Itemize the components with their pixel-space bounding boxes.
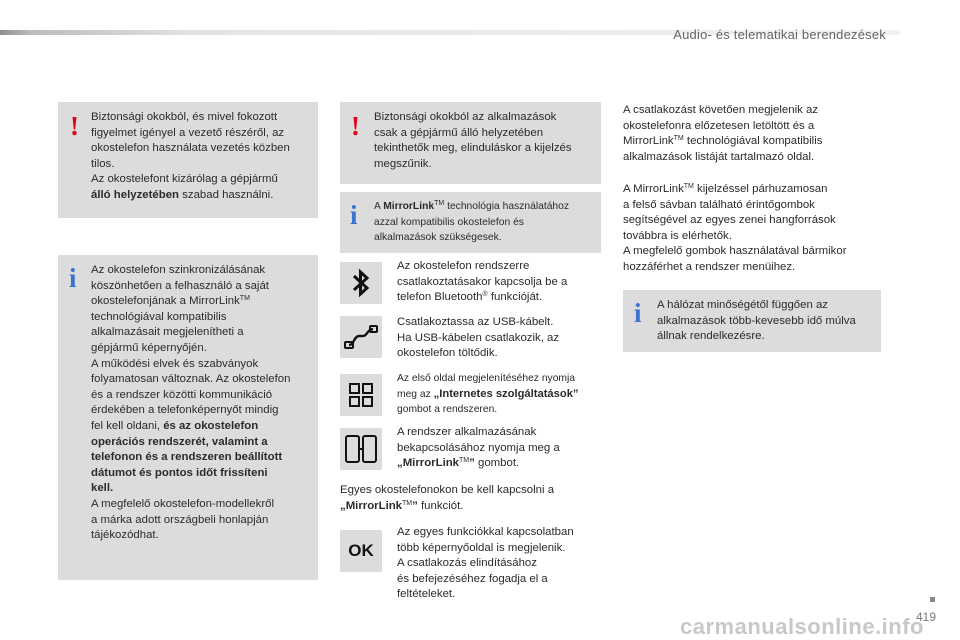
internet-services-icon xyxy=(340,374,382,416)
info-network-text: A hálózat minőségétől függően az alkalmazások több-kevesebb idő múlva állnak rendelkezésre. xyxy=(657,299,856,343)
bluetooth-icon xyxy=(340,262,382,304)
safety-warning-text: Biztonsági okokból, és mivel fokozott figyelmet igényel a vezető részéről, az okostelefon használata vezetés közben tilos. Az okostelefont kizárólag a gépjármű álló helyzetében szabad használni. xyxy=(91,111,290,201)
usb-cable-icon xyxy=(340,316,382,358)
page-number: 419 xyxy=(916,610,937,624)
info-icon: i xyxy=(69,263,77,293)
step-bluetooth-text: Az okostelefon rendszerre csatlakoztatásakor kapcsolja be a telefon Bluetooth® funkcióját. xyxy=(397,260,568,304)
page-marker xyxy=(930,597,935,602)
info-mirrorlink-text: A MirrorLink™ technológia használatához azzal kompatibilis okostelefon és alkalmazások szükségesek. xyxy=(374,200,570,243)
step-mirrorlink-text: A rendszer alkalmazásának bekapcsolásához nyomja meg a „MirrorLink™” gombot. xyxy=(397,426,560,470)
ok-button-icon: OK xyxy=(340,530,382,572)
step-internet-text: Az első oldal megjelenítéséhez nyomja meg az „Internetes szolgáltatások” gombot a rendszeren. xyxy=(397,373,579,415)
info-sync-text: Az okostelefon szinkronizálásának köszönhetően a felhasználó a saját okostelefonjának a MirrorLink™ technológiával kompatibilis alkalmazásait megjelenítheti a gépjármű képernyőjén. A működési elvek és szabványok folyamatosan változnak. Az okostelefon és a rendszer közötti kommunikáció érdekében a telefonképernyőt mindig fel kell oldani, és az okostelefon operációs rendszerét, valamint a telefonon és a rendszeren beállított dátumot és pontos időt frissíteni kell. A megfelelő okostelefon-modellekről a márka adott országbeli honlapján tájékozódhat. xyxy=(91,264,291,542)
right-paragraph-2: A MirrorLink™ kijelzéssel párhuzamosan a felső sávban található érintőgombok segítségével az egyes zenei hangforrások továbbra is elérhetők. A megfelelő gombok használatával bármikor hozzáférhet a rendszer menüihez. xyxy=(623,183,847,273)
warning-icon: ! xyxy=(351,111,360,141)
info-icon: i xyxy=(350,200,358,230)
step-usb-text: Csatlakoztassa az USB-kábelt. Ha USB-kábelen csatlakozik, az okostelefon töltődik. xyxy=(397,316,560,360)
warning-icon: ! xyxy=(70,111,79,141)
info-icon: i xyxy=(634,298,642,328)
watermark: carmanualsonline.info xyxy=(680,614,924,639)
mirrorlink-phone-icon xyxy=(340,428,382,470)
safety-apps-text: Biztonsági okokból az alkalmazások csak a gépjármű álló helyzetében tekinthetők meg, elinduláskor a kijelzés megszűnik. xyxy=(374,111,572,170)
right-paragraph-1: A csatlakozást követően megjelenik az okostelefonra előzetesen letöltött és a MirrorLink™ technológiával kompatibilis alkalmazások listáját tartalmazó oldal. xyxy=(623,104,823,163)
mirrorlink-note: Egyes okostelefonokon be kell kapcsolni a „MirrorLink™” funkciót. xyxy=(340,484,555,512)
section-title: Audio- és telematikai berendezések xyxy=(673,27,886,42)
step-ok-text: Az egyes funkciókkal kapcsolatban több képernyőoldal is megjelenik. A csatlakozás elindításához és befejezéséhez fogadja el a feltételeket. xyxy=(397,526,574,601)
